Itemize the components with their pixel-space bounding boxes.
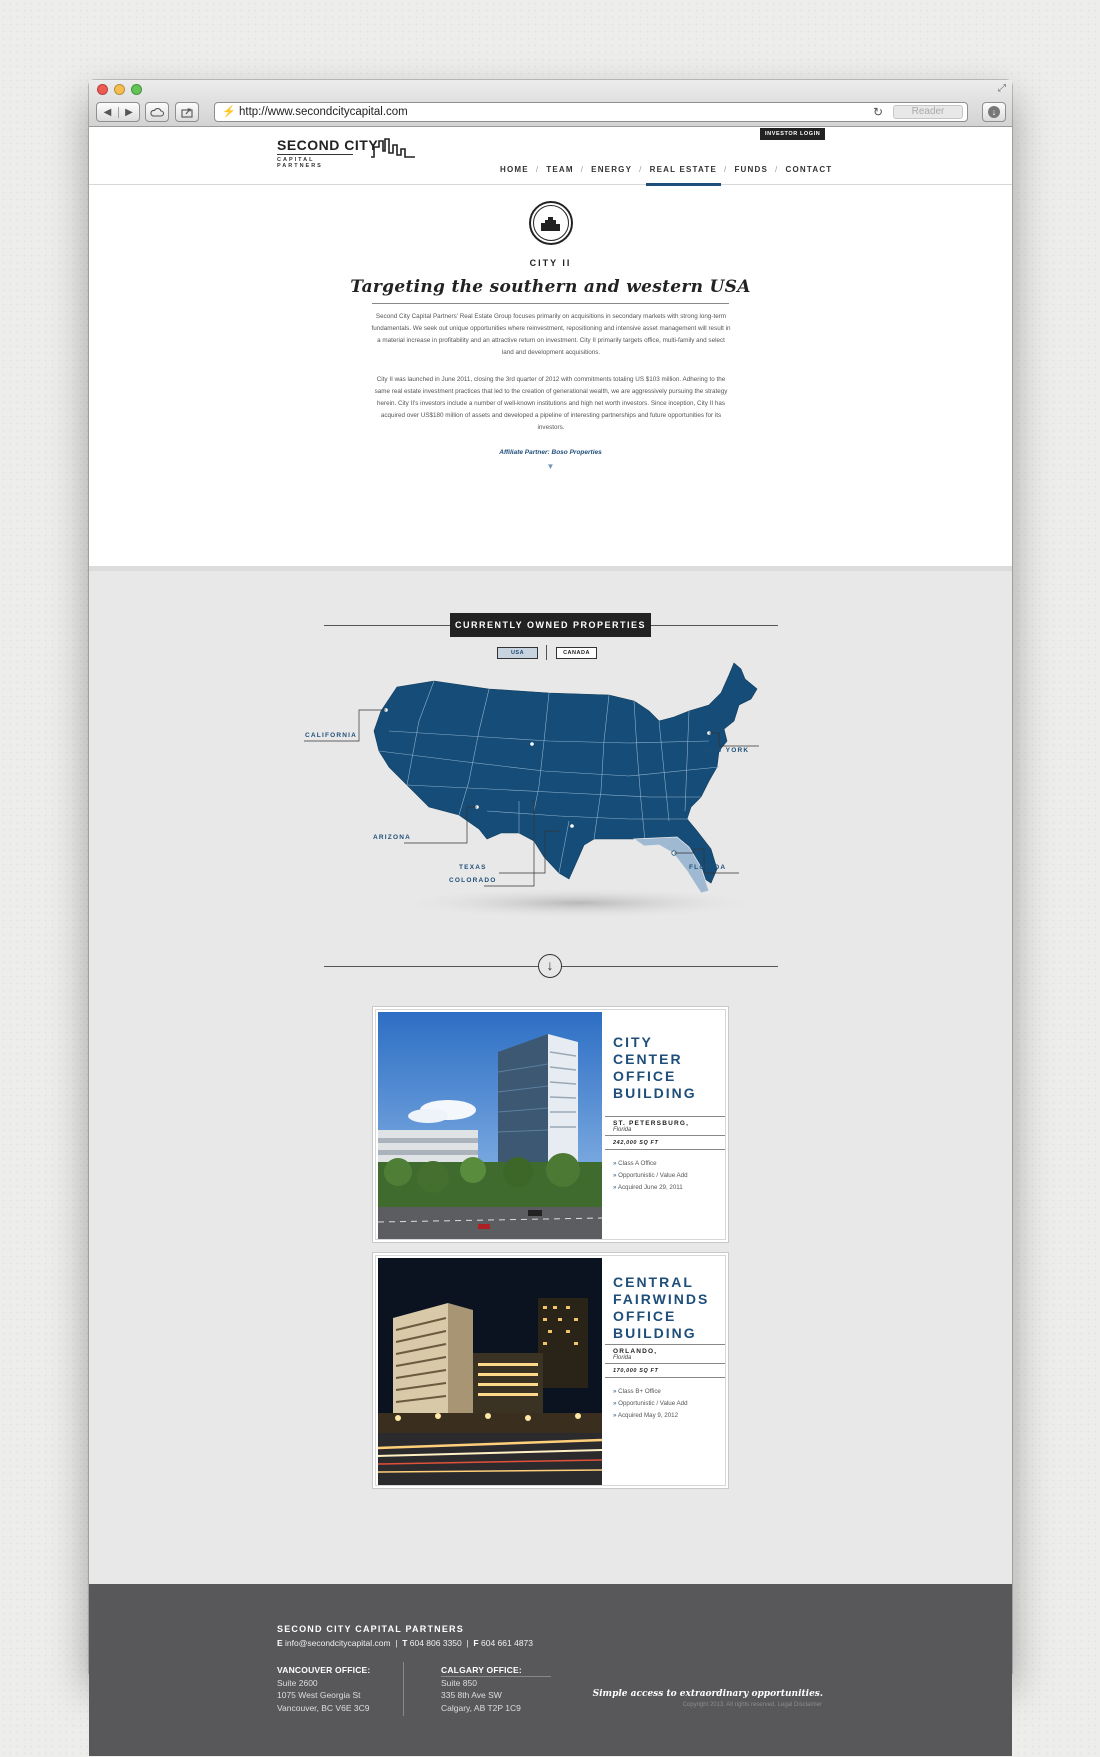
affiliate-link[interactable]: Affiliate Partner: Boso Properties [499, 449, 602, 456]
property-info [605, 1012, 725, 1239]
zoom-window-button[interactable] [131, 84, 142, 95]
skyline-logo-icon [371, 137, 419, 163]
intro-paragraph: City II was launched in June 2011, closing the 3rd quarter of 2012 with commitments totaling US $103 million. Adhering to the same real estate investment practices that led to the creation of generational wealth, we are aggressively pursuing the strategy herein. City II's investors include a number of well-known institutions and high net worth investors. Since inception, City II has acquired over US$180 million of assets and developed a pipeline of interesting partnerships and future opportunities for its investors. [374, 376, 728, 431]
nav-home[interactable]: HOME [500, 165, 529, 174]
property-sqft: 170,000 SQ FT [613, 1368, 659, 1374]
intro-paragraph: Second City Capital Partners' Real Estate Group focuses primarily on acquisitions in secondary markets with strong long-term fundamentals. We seek out unique opportunities where reinvestment, repositioning and intensive asset management will result in a material increase in profitability and an attractive return on investment. City II primarily targets office, multi-family and select land and development acquisitions. [371, 313, 731, 356]
map-label-new-york[interactable]: NEW YORK [704, 747, 750, 754]
map-label-california[interactable]: CALIFORNIA [305, 732, 358, 739]
close-window-button[interactable] [97, 84, 108, 95]
vancouver-office: VANCOUVER OFFICE: Suite 2600 1075 West Georgia St Vancouver, BC V6E 3C9 [277, 1665, 371, 1713]
canada-toggle[interactable]: CANADA [556, 647, 597, 659]
list-item: » Opportunistic / Value Add [613, 1170, 717, 1182]
property-title: CENTRAL FAIRWINDS OFFICE BUILDING [613, 1274, 710, 1341]
footer-fax: 604 661 4873 [481, 1638, 533, 1648]
footer-phone: 604 806 3350 [409, 1638, 462, 1648]
property-card[interactable] [372, 1252, 729, 1489]
window-controls [97, 84, 142, 95]
investor-login-button[interactable]: INVESTOR LOGIN [760, 128, 825, 140]
marker-texas[interactable] [570, 824, 574, 828]
calgary-office: CALGARY OFFICE: Suite 850 335 8th Ave SW Calgary, AB T2P 1C9 [441, 1665, 522, 1713]
nav-separator: / [535, 165, 540, 174]
nav-separator: / [580, 165, 585, 174]
usa-toggle[interactable]: USA [497, 647, 538, 659]
property-city: ORLANDO, [613, 1348, 658, 1355]
list-item: » Opportunistic / Value Add [613, 1398, 717, 1410]
property-title: CITY CENTER OFFICE BUILDING [613, 1034, 697, 1101]
share-icon [181, 107, 193, 118]
night-building-photo [378, 1258, 602, 1485]
site-header [89, 127, 1012, 185]
cloud-icon [150, 108, 164, 117]
minimize-window-button[interactable] [114, 84, 125, 95]
nav-separator: / [639, 165, 643, 174]
property-photo [378, 1012, 602, 1239]
intro-section [89, 186, 1012, 566]
property-state: Florida [613, 1355, 632, 1361]
logo[interactable] [277, 137, 378, 169]
office-tower-photo [378, 1012, 602, 1239]
footer-contact: E info@secondcitycapital.com | T 604 806 3350 | F 604 661 4873 [277, 1638, 533, 1648]
site-favicon-icon: ⚡ [222, 106, 236, 118]
site-footer [89, 1584, 1012, 1756]
downloads-button[interactable] [982, 102, 1006, 122]
property-city: ST. PETERSBURG, [613, 1120, 690, 1127]
logo-subtitle: CAPITAL PARTNERS [277, 154, 353, 169]
page-headline: Targeting the southern and western USA [350, 277, 751, 297]
city-label: CITY II [529, 258, 572, 268]
property-sqft: 242,000 SQ FT [613, 1140, 659, 1146]
footer-company: SECOND CITY CAPITAL PARTNERS [277, 1624, 464, 1634]
map-shadow [389, 887, 769, 919]
map-label-texas[interactable]: TEXAS [459, 864, 487, 871]
share-button[interactable] [175, 102, 199, 122]
map-label-arizona[interactable]: ARIZONA [373, 834, 412, 841]
property-details [605, 1150, 725, 1194]
nav-contact[interactable]: CONTACT [785, 165, 833, 174]
list-item: » Class A Office [613, 1158, 717, 1170]
footer-email[interactable]: info@secondcitycapital.com [285, 1638, 391, 1648]
city-badge [529, 201, 573, 245]
icloud-tabs-button[interactable] [145, 102, 169, 122]
list-item: » Acquired June 29, 2011 [613, 1182, 717, 1194]
nav-energy[interactable]: ENERGY [591, 165, 633, 174]
scroll-down-button[interactable]: ↓ [538, 954, 562, 978]
usa-map-graphic [89, 571, 1012, 941]
headline-rule [372, 303, 729, 304]
reader-button[interactable]: Reader [893, 105, 963, 119]
footer-copyright[interactable]: Copyright 2013. All rights reserved. Legal Disclaimer [682, 1702, 822, 1708]
browser-toolbar [89, 80, 1012, 127]
nav-team[interactable]: TEAM [546, 165, 574, 174]
property-state: Florida [613, 1127, 632, 1133]
fullscreen-icon[interactable]: ⤢ [998, 83, 1006, 94]
building-icon [540, 214, 562, 232]
property-info [605, 1258, 725, 1485]
marker-colorado[interactable] [530, 742, 534, 746]
nav-separator: / [724, 165, 728, 174]
back-forward-buttons [96, 102, 140, 122]
forward-button[interactable]: ▶ [118, 107, 139, 118]
map-label-colorado[interactable]: COLORADO [449, 877, 497, 884]
main-nav [497, 165, 835, 174]
property-details [605, 1378, 725, 1422]
list-item: » Class B+ Office [613, 1386, 717, 1398]
map-label-florida[interactable]: FLORIDA [689, 864, 727, 871]
nav-real-estate[interactable]: REAL ESTATE [647, 165, 720, 174]
scroll-down-arrow-icon[interactable]: ▼ [546, 462, 555, 471]
reload-icon[interactable]: ↻ [872, 105, 883, 119]
usa-map [89, 571, 1012, 941]
section-title: CURRENTLY OWNED PROPERTIES [450, 613, 651, 637]
logo-name: SECOND CITY [277, 137, 379, 153]
property-photo [378, 1258, 602, 1485]
back-button[interactable]: ◀ [103, 106, 112, 118]
footer-tagline: Simple access to extraordinary opportunities. [592, 1689, 823, 1699]
list-item: » Acquired May 9, 2012 [613, 1410, 717, 1422]
download-icon: ↓ [988, 106, 1000, 118]
browser-window [89, 80, 1012, 1713]
url-text: http://www.secondcitycapital.com [239, 106, 408, 118]
nav-funds[interactable]: FUNDS [734, 165, 769, 174]
property-card[interactable] [372, 1006, 729, 1243]
properties-section [89, 566, 1012, 1584]
nav-separator: / [775, 165, 779, 174]
footer-separator [403, 1662, 404, 1716]
address-bar[interactable] [214, 102, 968, 122]
usa-mainland-shape [374, 663, 757, 883]
